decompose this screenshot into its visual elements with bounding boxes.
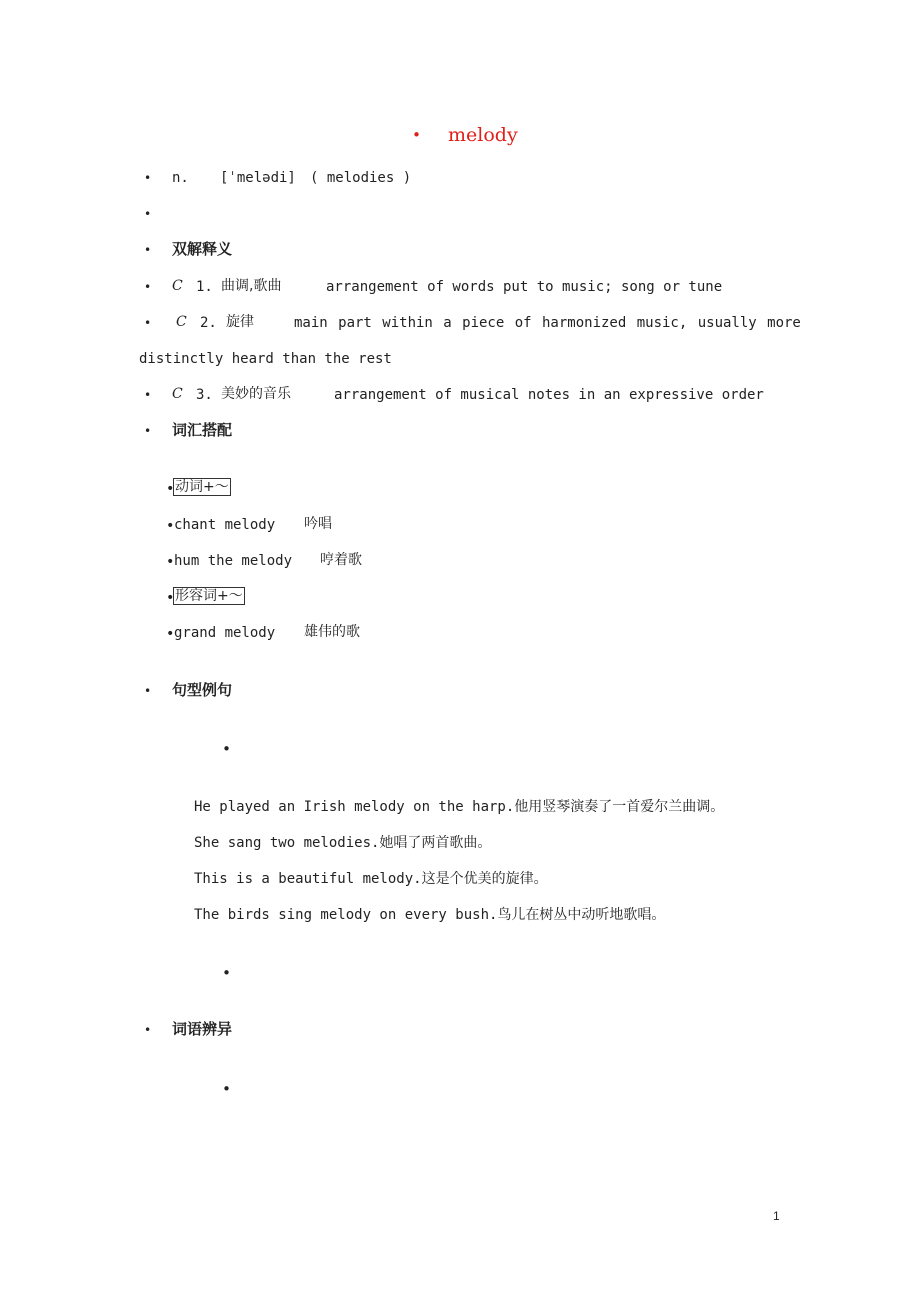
example-en: He played an Irish melody on the harp.	[194, 799, 515, 815]
part-of-speech: n.	[172, 170, 189, 186]
bullet: •	[166, 626, 175, 642]
collocation-phrase: chant melody	[174, 517, 276, 533]
example-zh: 她唱了两首歌曲。	[379, 835, 492, 851]
definition-number: 2.	[200, 315, 217, 331]
collocation-zh: 吟唱	[304, 516, 332, 532]
bullet: •	[222, 740, 232, 758]
example-sentence	[194, 872, 548, 886]
bullet: •	[144, 207, 152, 221]
page-number: 1	[773, 1209, 780, 1223]
bullet: •	[144, 280, 152, 294]
example-en: This is a beautiful melody.	[194, 871, 422, 887]
collocation-category: 动词+～	[175, 479, 229, 495]
example-zh: 鸟儿在树丛中动听地歌唱。	[497, 907, 666, 923]
title-bullet: •	[412, 126, 422, 144]
phonetic: [ˈmelədi]	[220, 170, 296, 186]
bullet: •	[166, 481, 175, 497]
collocation-zh: 哼着歌	[320, 552, 362, 568]
collocation-phrase: grand melody	[174, 625, 276, 641]
countable-mark: C	[172, 278, 183, 294]
definition-number: 1.	[196, 279, 213, 295]
section-heading-examples: 句型例句	[172, 681, 233, 699]
example-en: She sang two melodies.	[194, 835, 380, 851]
section-heading-distinction: 词语辨异	[172, 1020, 233, 1038]
definition-en-continued: distinctly heard than the rest	[139, 351, 392, 367]
definition-zh: 美妙的音乐	[221, 386, 291, 402]
countable-mark: C	[176, 314, 187, 330]
example-sentence	[194, 908, 665, 922]
definition-zh: 旋律	[226, 314, 254, 330]
bullet: •	[222, 1080, 232, 1098]
example-zh: 他用竖琴演奏了一首爱尔兰曲调。	[514, 799, 725, 815]
bullet: •	[144, 684, 152, 698]
countable-mark: C	[172, 386, 183, 402]
bullet: •	[144, 388, 152, 402]
bullet: •	[166, 554, 175, 570]
collocation-zh: 雄伟的歌	[304, 624, 360, 640]
bullet: •	[144, 243, 152, 257]
definition-en: arrangement of words put to music; song or tune	[326, 279, 723, 295]
example-sentence	[194, 836, 491, 850]
example-zh: 这是个优美的旋律。	[421, 871, 548, 887]
section-heading-collocations: 词汇搭配	[172, 421, 233, 439]
collocation-phrase: hum the melody	[174, 553, 293, 569]
example-sentence	[194, 800, 724, 814]
collocation-category: 形容词+～	[175, 588, 243, 604]
example-en: The birds sing melody on every bush.	[194, 907, 498, 923]
definition-en: main part within a piece of harmonized music, usually more	[294, 315, 801, 331]
definition-number: 3.	[196, 387, 213, 403]
definition-zh: 曲调,歌曲	[221, 278, 282, 294]
entry-title: melody	[448, 124, 518, 146]
bullet: •	[144, 316, 152, 330]
bullet: •	[144, 1023, 152, 1037]
section-heading-definitions: 双解释义	[172, 240, 233, 258]
definition-en: arrangement of musical notes in an expressive order	[334, 387, 764, 403]
bullet: •	[166, 590, 175, 606]
bullet: •	[144, 171, 152, 185]
plural-form: ( melodies )	[310, 170, 412, 186]
bullet: •	[222, 964, 232, 982]
bullet: •	[144, 424, 152, 438]
bullet: •	[166, 518, 175, 534]
